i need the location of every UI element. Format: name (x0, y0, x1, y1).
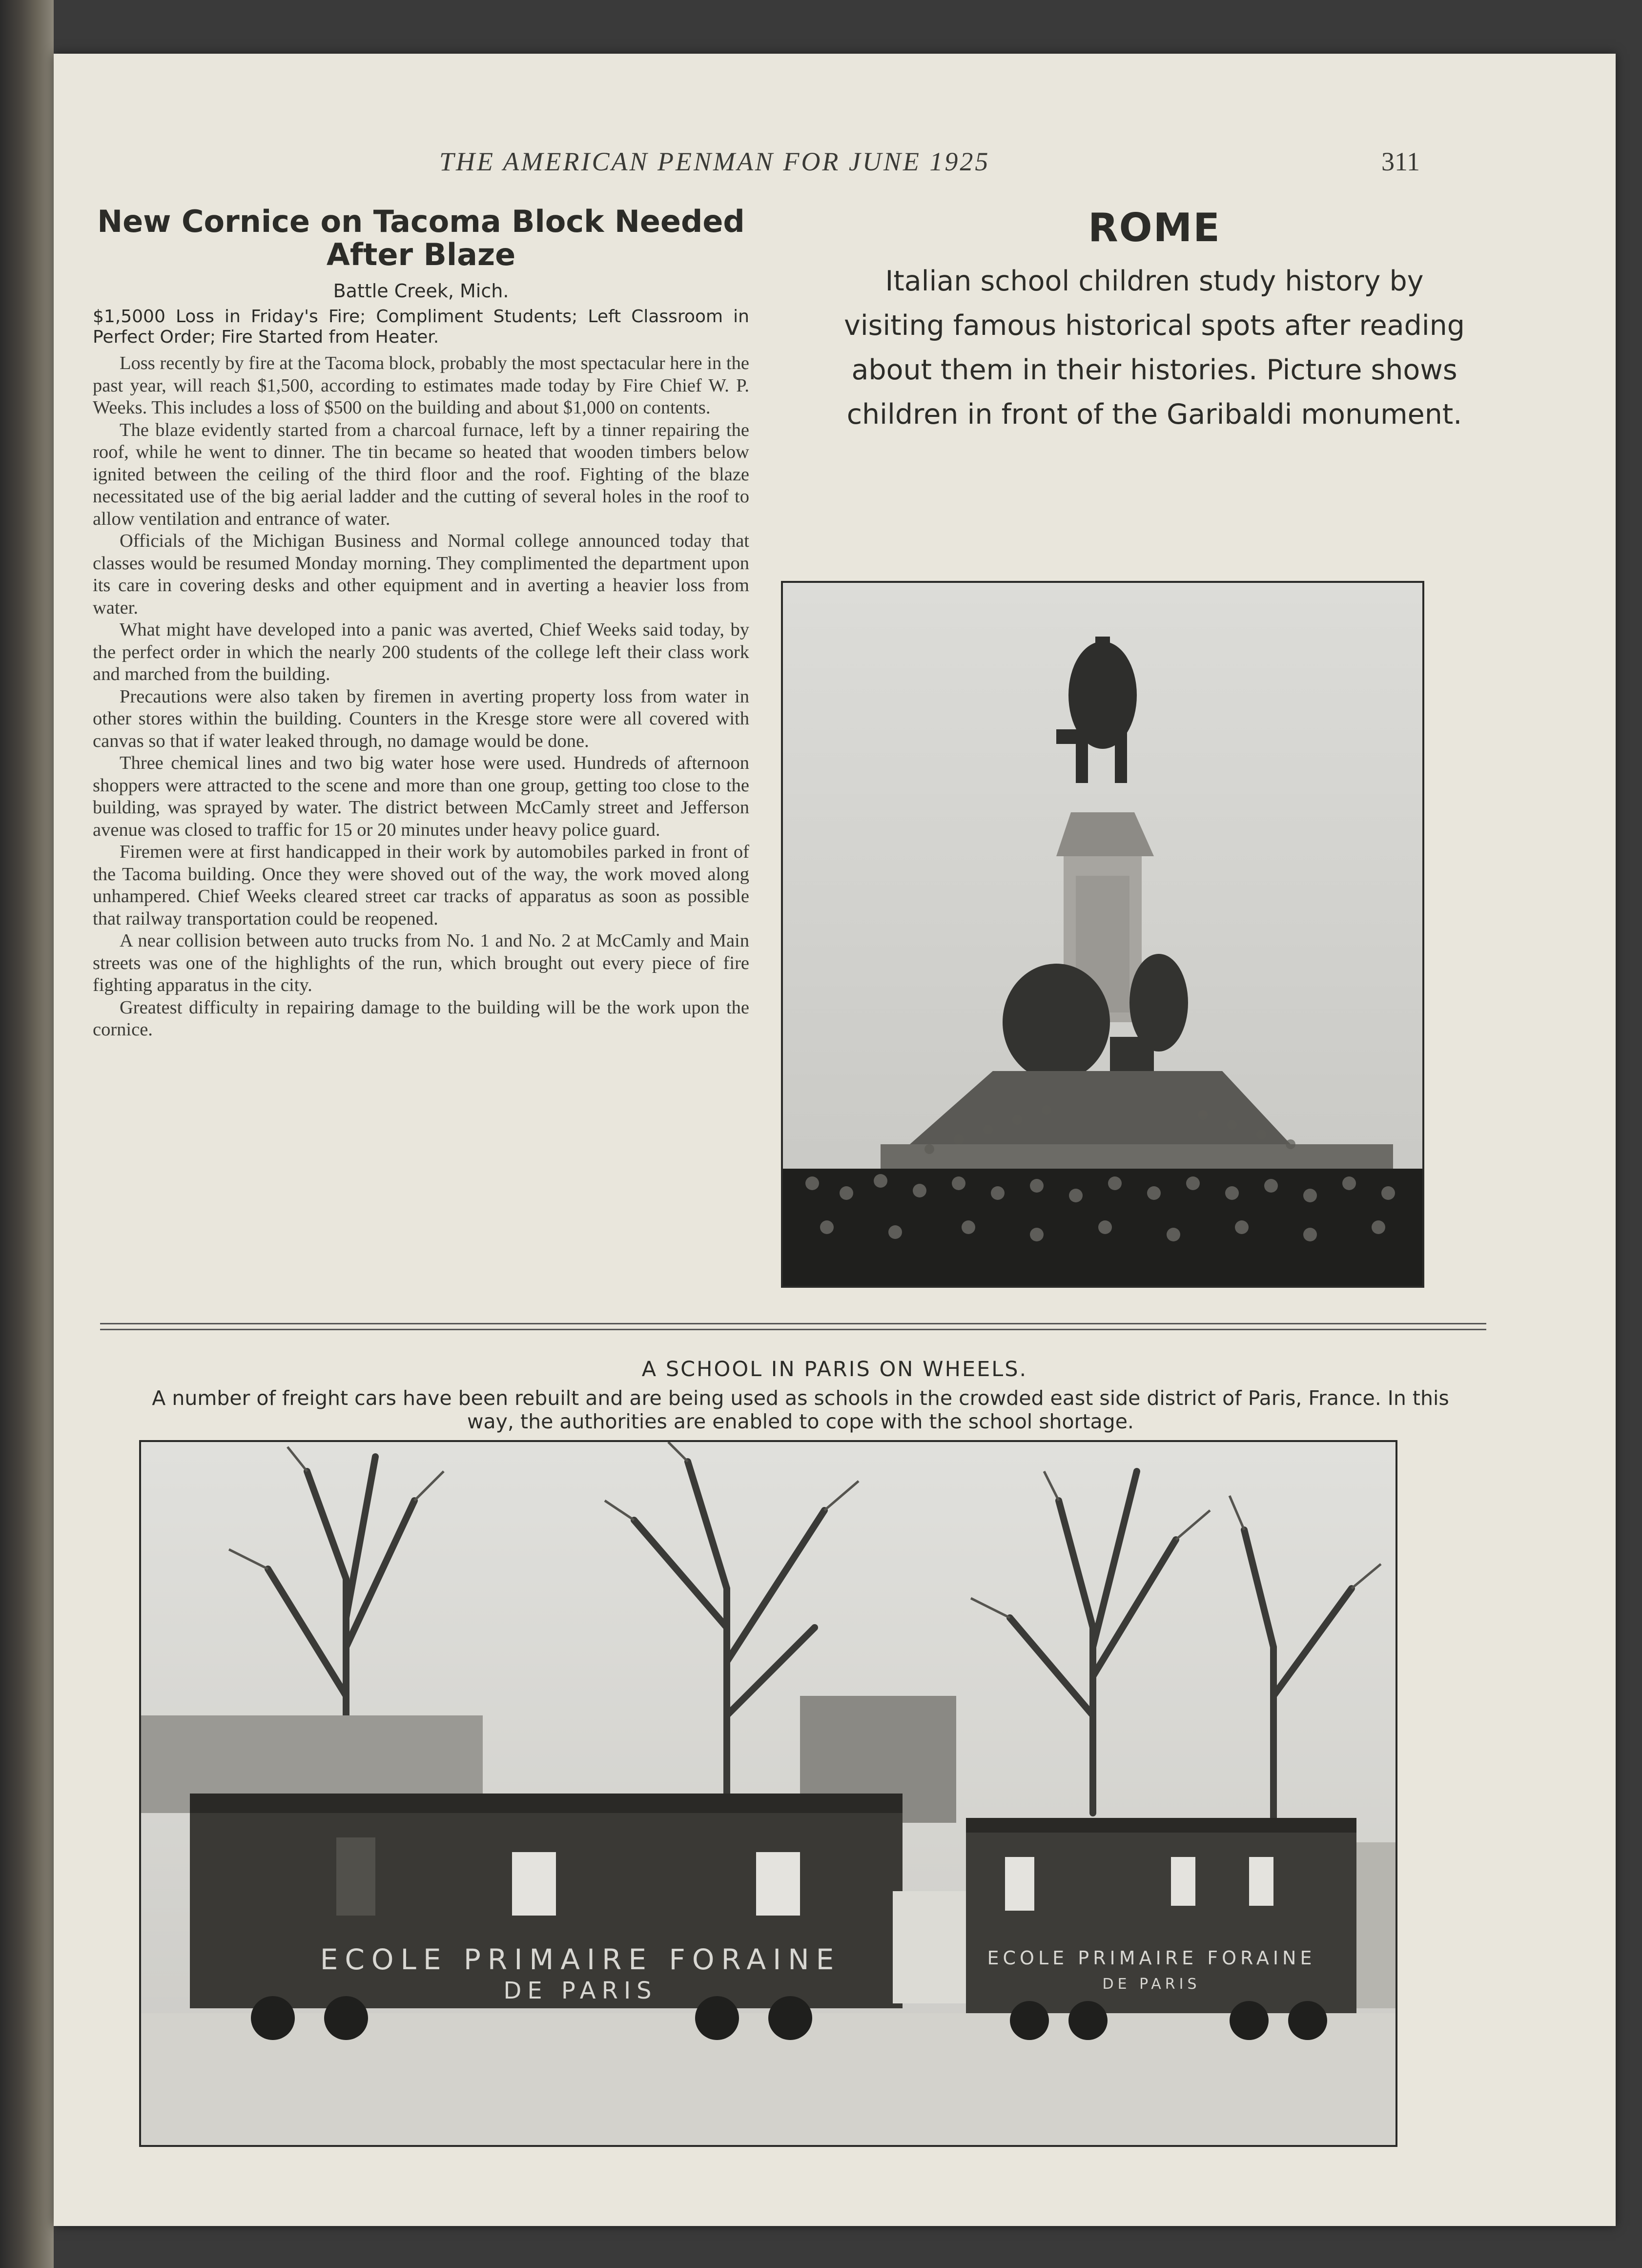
car2-lettering: ECOLE PRIMAIRE FORAINE (987, 1947, 1316, 1969)
car1-lettering: ECOLE PRIMAIRE FORAINE (320, 1943, 841, 1976)
article-paragraph: Firemen were at first handicapped in their work by automobiles parked in front of the Tacoma building. Once they were shoved out of the way, the work moved along unhampered. Chief Weeks cleared street car tracks of apparatus as soon as possible that railway transportation could be reopened. (93, 842, 749, 929)
rome-title: ROME (1088, 205, 1221, 250)
monument-image (783, 583, 1422, 1286)
article-paragraph: Loss recently by fire at the Tacoma block, probably the most spectacular here in the past year, will reach $1,500, according to estimates made today by Fire Chief W. P. Weeks. This includes a loss of $500 on the building and about $1,000 on contents. (93, 353, 749, 418)
section-divider (100, 1323, 1486, 1324)
article-body (93, 352, 749, 1041)
paris-title: A SCHOOL IN PARIS ON WHEELS. (641, 1357, 1028, 1381)
article-dateline: Battle Creek, Mich. (333, 280, 509, 302)
paris-caption: A number of freight cars have been rebuilt and are being used as schools in the crowded east side district of Paris, France. In this way, the authorities are enabled to cope with the school shortage. (152, 1386, 1449, 1433)
article-paragraph: Officials of the Michigan Business and Normal college announced today that classes would be resumed Monday morning. They complimented the department upon its care in covering desks and other equipment and in averting a heavier loss from water. (93, 531, 749, 618)
school-train-photo (139, 1440, 1397, 2147)
car1-lettering-line2: DE PARIS (503, 1977, 657, 2004)
fire-article (93, 205, 749, 1041)
article-paragraph: A near collision between auto trucks from No. 1 and No. 2 at McCamly and Main streets was one of the highlights of the run, which brought out every piece of fire fighting apparatus in the city. (93, 930, 749, 995)
rome-caption: Italian school children study history by visiting famous historical spots after reading about them in their histories. Picture shows children in front of the Garibaldi monument. (844, 265, 1465, 431)
article-paragraph: Three chemical lines and two big water hose were used. Hundreds of afternoon shoppers were attracted to the scene and more than one group, getting too close to the building, was sprayed by water. The district between McCamly street and Jefferson avenue was closed to traffic for 15 or 20 minutes under heavy police guard. (93, 753, 749, 840)
article-paragraph: Greatest difficulty in repairing damage to the building will be the work upon the cornice. (93, 997, 749, 1040)
article-paragraph: The blaze evidently started from a charcoal furnace, left by a tinner repairing the roof, while he went to dinner. The tin became so heated that wooden timbers below ignited between the ceiling of the third floor and the roof. Fighting of the blaze necessitated use of the big aerial ladder and the cutting of several holes in the roof to allow ventilation and entrance of water. (93, 419, 749, 529)
page (54, 54, 1616, 2226)
section-divider (100, 1329, 1486, 1330)
train-image (141, 1442, 1396, 2145)
article-headline: New Cornice on Tacoma Block Needed After Blaze (97, 204, 745, 272)
article-paragraph: Precautions were also taken by firemen in averting property loss from water in other stores within the building. Counters in the Kresge store were all covered with canvas so that if water leaked through, no damage would be done. (93, 686, 749, 751)
book-spine (0, 0, 54, 2268)
car2-lettering-line2: DE PARIS (1102, 1976, 1201, 1993)
running-header (54, 146, 1616, 186)
article-subhead: $1,5000 Loss in Friday's Fire; Compliment Students; Left Classroom in Perfect Order; Fire Started from Heater. (93, 307, 749, 347)
page-number: 311 (1381, 147, 1420, 176)
garibaldi-monument-photo (781, 581, 1424, 1288)
running-title: THE AMERICAN PENMAN FOR JUNE 1925 (439, 147, 990, 176)
article-paragraph: What might have developed into a panic was averted, Chief Weeks said today, by the perfect order in which the nearly 200 students of the college left their class work and marched from the building. (93, 619, 749, 684)
rome-feature (761, 205, 1547, 437)
